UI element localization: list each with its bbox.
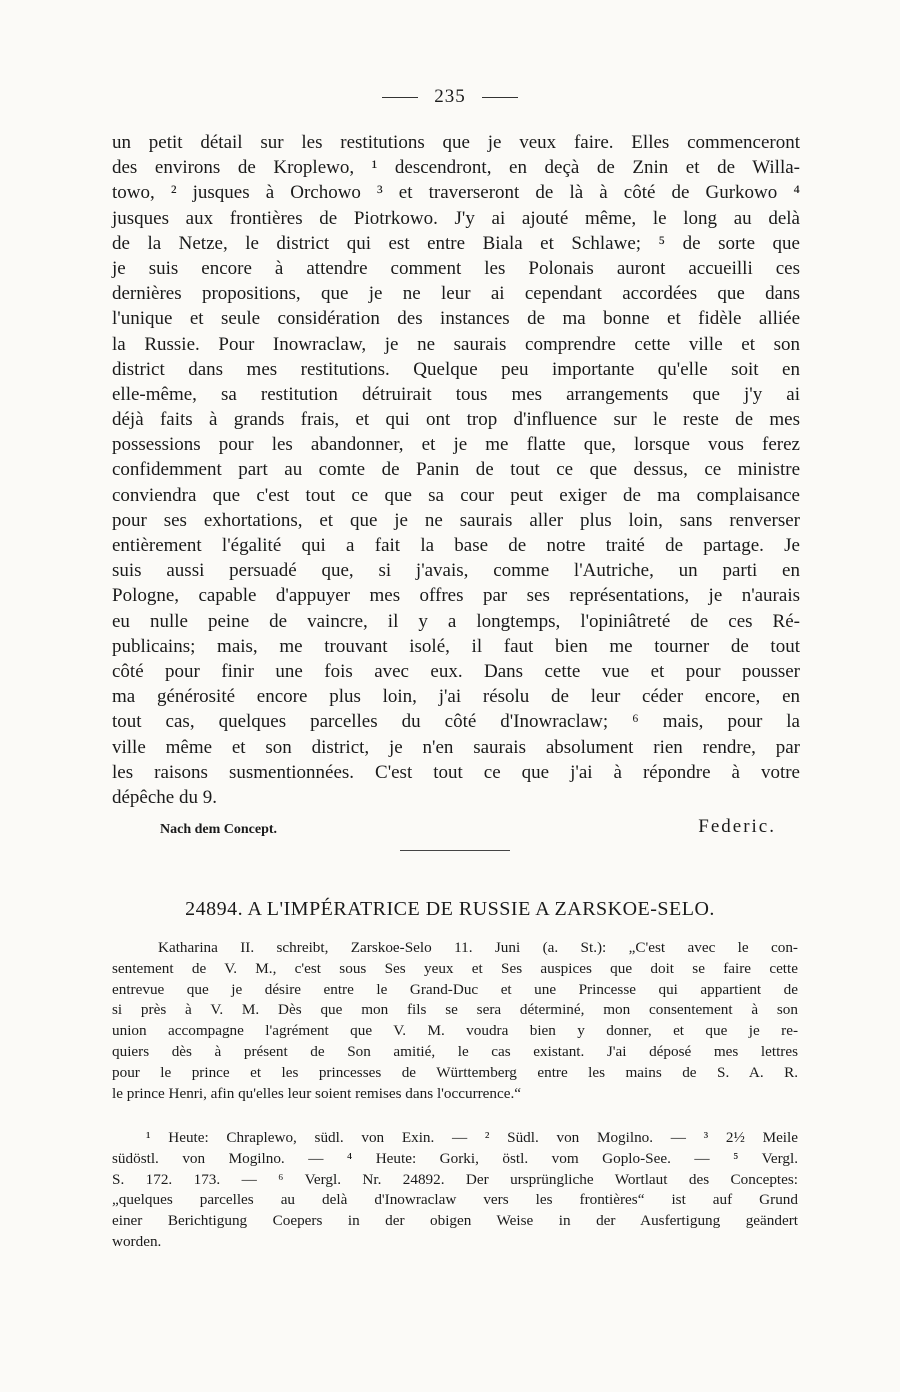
signature-name: Federic. bbox=[698, 816, 776, 837]
summary-line: entrevue que je désire entre le Grand-Duc et une Princesse qui appartient de bbox=[112, 980, 798, 998]
summary-line: si près à V. M. Dès que mon fils se sera déterminé, mon consentement à son bbox=[112, 1001, 798, 1019]
body-line: la Russie. Pour Inowraclaw, je ne saurais comprendre cette ville et son bbox=[112, 333, 800, 355]
body-line: eu nulle peine de vaincre, il y a longtemps, l'opiniâtreté de ces Ré- bbox=[112, 610, 800, 632]
body-line: l'unique et seule considération des instances de ma bonne et fidèle alliée bbox=[112, 308, 800, 330]
page-header bbox=[0, 86, 900, 108]
body-line: Pologne, capable d'appuyer mes offres par ses représentations, je n'aurais bbox=[112, 585, 800, 607]
summary-line: sentement de V. M., c'est sous Ses yeux et Ses auspices que doit se faire cette bbox=[112, 959, 798, 977]
body-line: de la Netze, le district qui est entre Biala et Schlawe; ⁵ de sorte que bbox=[112, 232, 800, 254]
body-line: possessions pour les abandonner, et je me flatte que, lorsque vous ferez bbox=[112, 434, 800, 456]
letter-heading: 24894. A L'IMPÉRATRICE DE RUSSIE A ZARSKOE-SELO. bbox=[185, 898, 715, 920]
footnote-line: ¹ Heute: Chraplewo, südl. von Exin. — ² Südl. von Mogilno. — ³ 2½ Meile bbox=[146, 1129, 798, 1146]
body-line: pour ses exhortations, et que je ne saurais aller plus loin, sans renverser bbox=[112, 509, 800, 531]
footnote-line: worden. bbox=[112, 1232, 162, 1250]
body-line: suis aussi persuadé que, si j'avais, comme l'Autriche, un parti en bbox=[112, 560, 800, 582]
body-line: entièrement l'égalité qui a fait la base de notre traité de partage. Je bbox=[112, 535, 800, 556]
body-line: dernières propositions, que je ne leur ai cependant accordées que dans bbox=[112, 283, 800, 305]
footnote-line: einer Berichtigung Coepers in der obigen Weise in der Ausfertigung geändert bbox=[112, 1212, 798, 1230]
footnote-line: „quelques parcelles au delà d'Inowraclaw vers les frontières“ ist auf Grund bbox=[112, 1191, 798, 1209]
body-line: conviendra que c'est tout ce que sa cour peut exiger de ma complaisance bbox=[112, 484, 800, 506]
body-line: tout cas, quelques parcelles du côté d'Inowraclaw; ⁶ mais, pour la bbox=[112, 711, 800, 733]
body-line: district dans mes restitutions. Quelque peu importante qu'elle soit en bbox=[112, 358, 800, 380]
summary-line: quiers dès à présent de Son amitié, le cas existant. J'ai déposé mes lettres bbox=[112, 1042, 798, 1060]
body-line: un petit détail sur les restitutions que je veux faire. Elles commenceront bbox=[112, 132, 800, 153]
body-line: déjà faits à grands frais, et qui ont trop d'influence sur le reste de mes bbox=[112, 409, 800, 431]
body-line: ma générosité encore plus loin, j'ai résolu de leur céder encore, en bbox=[112, 686, 800, 708]
body-line: elle-même, sa restitution détruirait tous mes arrangements que j'y ai bbox=[112, 383, 800, 405]
body-line: ville même et son district, je n'en saurais absolument rien rendre, par bbox=[112, 736, 800, 758]
body-line: les raisons susmentionnées. C'est tout ce que j'ai à répondre à votre bbox=[112, 761, 800, 783]
header-dash-right bbox=[482, 97, 518, 98]
page-number: 235 bbox=[434, 86, 466, 107]
body-line: dépêche du 9. bbox=[112, 786, 217, 808]
header-dash-left bbox=[382, 97, 418, 98]
footnote-line: südöstl. von Mogilno. — ⁴ Heute: Gorki, östl. vom Goplo-See. — ⁵ Vergl. bbox=[112, 1149, 798, 1167]
body-line: towo, ² jusques à Orchowo ³ et traverseront de là à côté de Gurkowo ⁴ bbox=[112, 182, 800, 204]
body-line: je suis encore à attendre comment les Polonais auront accueilli ces bbox=[112, 257, 800, 279]
letter-summary bbox=[112, 938, 798, 1104]
body-line: confidemment part au comte de Panin de tout ce que dessus, ce ministre bbox=[112, 459, 800, 481]
summary-line: Katharina II. schreibt, Zarskoe-Selo 11. Juni (a. St.): „C'est avec le con- bbox=[158, 939, 798, 956]
body-line: côté pour finir une fois avec eux. Dans cette vue et pour pousser bbox=[112, 660, 800, 682]
source-note: Nach dem Concept. bbox=[160, 822, 278, 837]
body-line: publicains; mais, me trouvant isolé, il faut bien me tourner de tout bbox=[112, 635, 800, 657]
summary-line: le prince Henri, afin qu'elles leur soient remises dans l'occurrence.“ bbox=[112, 1084, 522, 1102]
body-line: des environs de Kroplewo, ¹ descendront, en deçà de Znin et de Willa- bbox=[112, 157, 800, 179]
summary-line: pour le prince et les princesses de Württemberg entre les mains de S. A. R. bbox=[112, 1063, 798, 1081]
section-divider bbox=[400, 850, 510, 851]
footnotes bbox=[112, 1128, 798, 1253]
body-line: jusques aux frontières de Piotrkowo. J'y ai ajouté même, le long au delà bbox=[112, 207, 800, 229]
signature-row bbox=[112, 816, 776, 842]
summary-line: union accompagne l'agrément que V. M. voudra bien y donner, et que je re- bbox=[112, 1022, 798, 1040]
footnote-line: S. 172. 173. — ⁶ Vergl. Nr. 24892. Der ursprüngliche Wortlaut des Conceptes: bbox=[112, 1170, 798, 1188]
letter-body bbox=[112, 130, 800, 810]
